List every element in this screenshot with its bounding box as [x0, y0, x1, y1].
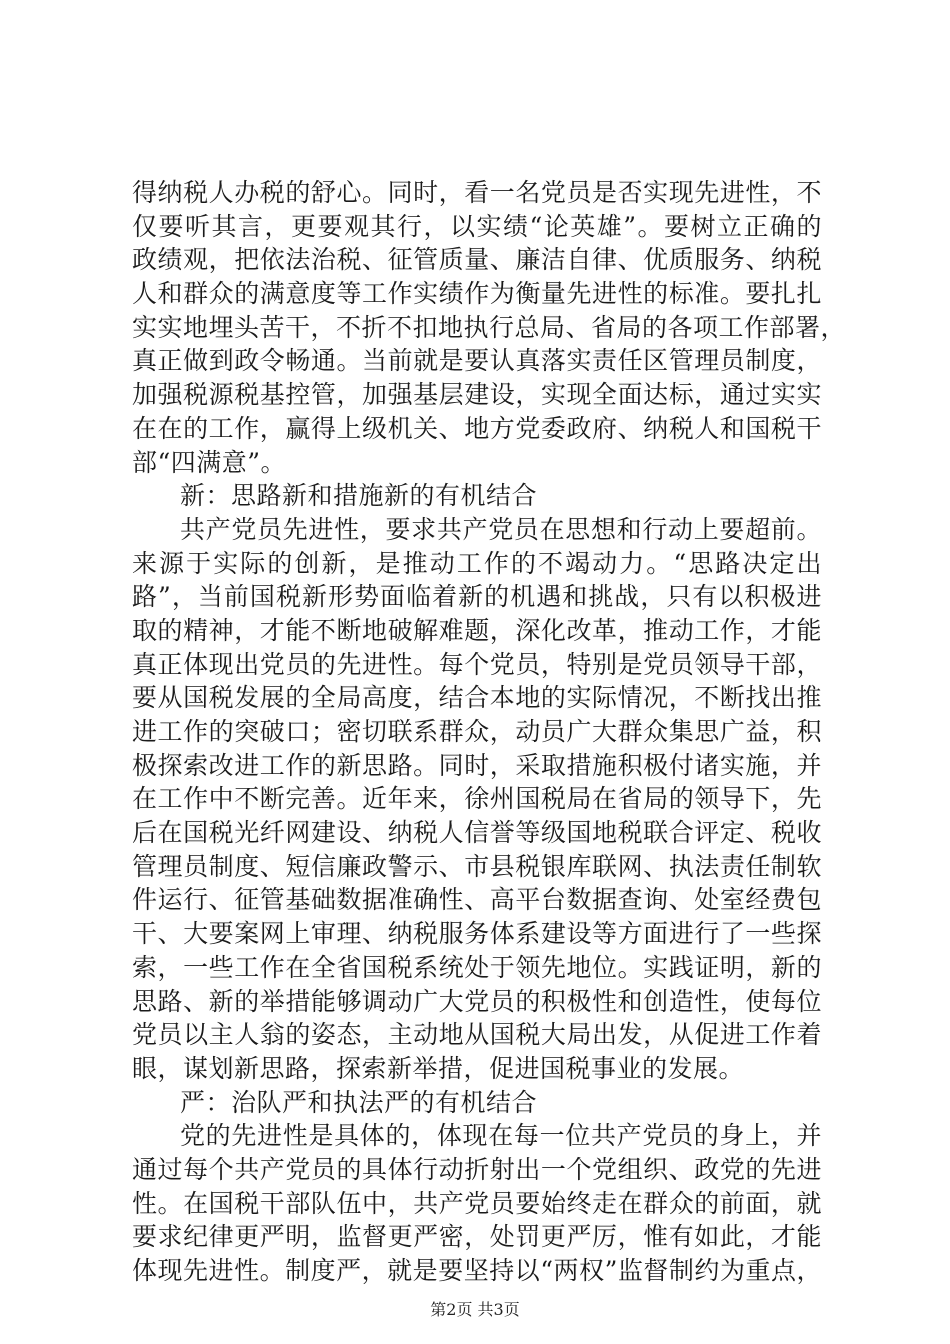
document-body — [132, 176, 847, 1288]
text-line: 进工作的突破口；密切联系群众，动员广大群众集思广益，积 — [132, 717, 822, 746]
text-line: 部“四满意”。 — [132, 447, 287, 477]
text-line: 路”，当前国税新形势面临着新的机遇和挑战，只有以积极进 — [132, 582, 822, 612]
text-line: 取的精神，才能不断地破解难题，深化改革，推动工作，才能 — [132, 615, 822, 645]
text-line: 在工作中不断完善。近年来，徐州国税局在省局的领导下，先 — [132, 784, 822, 814]
text-line: 人和群众的满意度等工作实绩作为衡量先进性的标准。要扎扎 — [132, 279, 822, 309]
text-line: 要求纪律更严明，监督更严密，处罚更严厉，惟有如此，才能 — [132, 1222, 822, 1252]
text-line: 通过每个共产党员的具体行动折射出一个党组织、政党的先进 — [132, 1154, 822, 1184]
text-line: 索，一些工作在全省国税系统处于领先地位。实践证明，新的 — [132, 952, 822, 982]
page-footer — [0, 1297, 950, 1320]
text-line: 思路、新的举措能够调动广大党员的积极性和创造性，使每位 — [132, 986, 822, 1016]
text-line: 在在的工作，赢得上级机关、地方党委政府、纳税人和国税干 — [132, 413, 822, 443]
text-line: 体现先进性。制度严，就是要坚持以“两权”监督制约为重点， — [132, 1256, 822, 1285]
page-number-label: 第2页 共3页 — [430, 1300, 520, 1319]
text-line: 极探索改进工作的新思路。同时，采取措施积极付诸实施，并 — [132, 750, 822, 780]
text-line: 件运行、征管基础数据准确性、高平台数据查询、处室经费包 — [132, 885, 822, 915]
text-line: 党员以主人翁的姿态，主动地从国税大局出发，从促进工作着 — [132, 1020, 822, 1050]
text-line: 真正体现出党员的先进性。每个党员，特别是党员领导干部， — [132, 649, 822, 679]
text-line: 来源于实际的创新，是推动工作的不竭动力。“思路决定出 — [132, 548, 822, 578]
text-line: 仅要听其言，更要观其行，以实绩“论英雄”。要树立正确的 — [132, 211, 822, 241]
text-line: 真正做到政令畅通。当前就是要认真落实责任区管理员制度， — [132, 346, 822, 376]
section-heading: 新：思路新和措施新的有机结合 — [180, 481, 538, 511]
text-line: 后在国税光纤网建设、纳税人信誉等级国地税联合评定、税收 — [132, 818, 822, 848]
text-line: 加强税源税基控管，加强基层建设，实现全面达标，通过实实 — [132, 380, 822, 410]
text-line: 共产党员先进性，要求共产党员在思想和行动上要超前。 — [180, 514, 822, 544]
text-line: 政绩观，把依法治税、征管质量、廉洁自律、优质服务、纳税 — [132, 245, 822, 275]
text-line: 管理员制度、短信廉政警示、市县税银库联网、执法责任制软 — [132, 851, 822, 881]
text-line: 干、大要案网上审理、纳税服务体系建设等方面进行了一些探 — [132, 919, 822, 949]
text-line: 眼，谋划新思路，探索新举措，促进国税事业的发展。 — [132, 1053, 745, 1083]
section-heading: 严：治队严和执法严的有机结合 — [180, 1087, 538, 1117]
text-line: 得纳税人办税的舒心。同时，看一名党员是否实现先进性，不 — [132, 178, 822, 207]
text-line: 党的先进性是具体的，体现在每一位共产党员的身上，并 — [180, 1121, 822, 1151]
text-line: 要从国税发展的全局高度，结合本地的实际情况，不断找出推 — [132, 683, 822, 713]
text-line: 性。在国税干部队伍中，共产党员要始终走在群众的前面，就 — [132, 1188, 822, 1218]
text-line: 实实地埋头苦干，不折不扣地执行总局、省局的各项工作部署， — [132, 312, 847, 342]
